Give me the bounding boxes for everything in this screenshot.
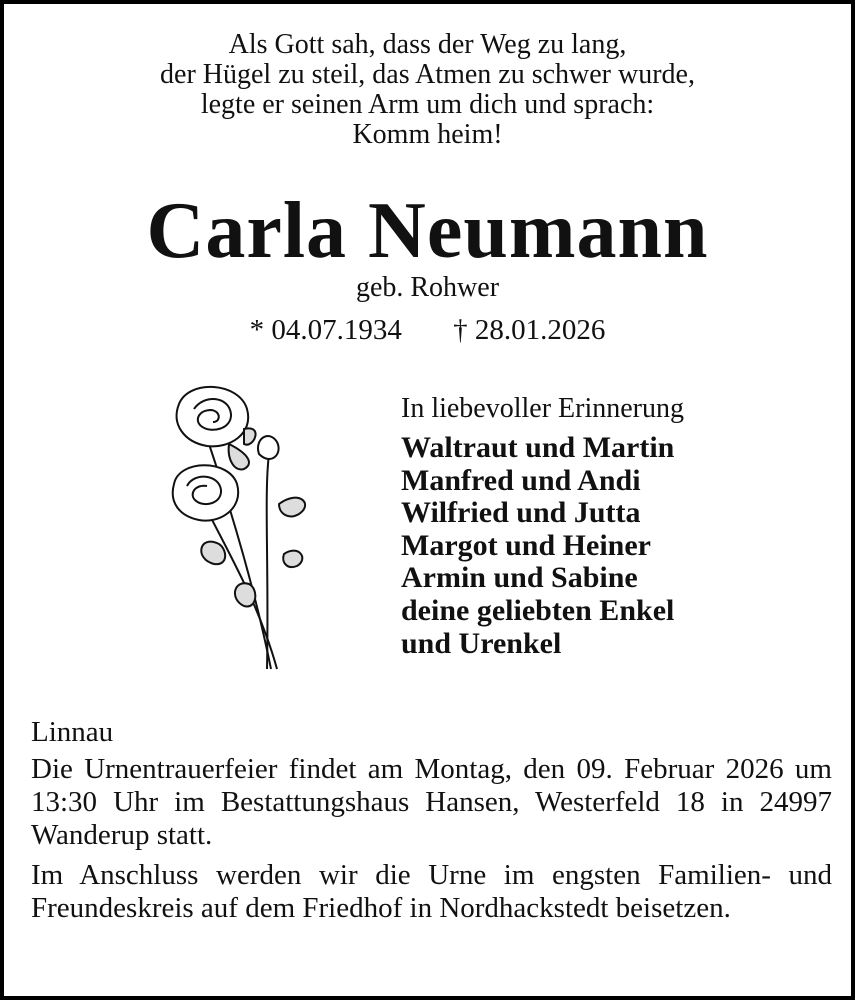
maiden-name: geb. Rohwer	[355, 272, 500, 303]
burial-paragraph: Im Anschluss werden wir die Urne im engsten Familien- und Freundeskreis auf dem Friedhof in Nordhackstedt beisetzen.	[31, 859, 832, 924]
poem-line: Komm heim!	[352, 119, 503, 150]
death-date: † 28.01.2026	[453, 314, 606, 346]
place: Linnau	[31, 716, 114, 748]
deceased-name: Carla Neumann	[146, 187, 709, 275]
birth-date: * 04.07.1934	[249, 314, 402, 346]
poem-line: Als Gott sah, dass der Weg zu lang,	[228, 29, 627, 60]
mourner: Waltraut und Martin	[401, 431, 675, 464]
poem-line: der Hügel zu steil, das Atmen zu schwer wurde,	[160, 59, 695, 90]
life-dates	[4, 314, 851, 347]
mourner: Wilfried und Jutta	[401, 496, 641, 530]
mourner: deine geliebten Enkel	[401, 593, 675, 627]
mourner: Manfred und Andi	[401, 463, 641, 497]
mourner: Margot und Heiner	[401, 528, 651, 562]
rose-icon	[159, 384, 319, 674]
poem	[4, 30, 851, 150]
poem-line: legte er seinen Arm um dich und sprach:	[200, 89, 655, 120]
ceremony-paragraph: Die Urnentrauerfeier findet am Montag, den 09. Februar 2026 um 13:30 Uhr im Bestattungshaus Hansen, Westerfeld 18 in 24997 Wanderup statt.	[31, 753, 832, 851]
funeral-info	[31, 716, 832, 932]
mourners-list	[401, 432, 684, 660]
mourners-block	[401, 392, 684, 660]
mourner: Armin und Sabine	[401, 561, 638, 595]
memory-line: In liebevoller Erinnerung	[401, 393, 685, 424]
mourner: und Urenkel	[401, 626, 562, 660]
